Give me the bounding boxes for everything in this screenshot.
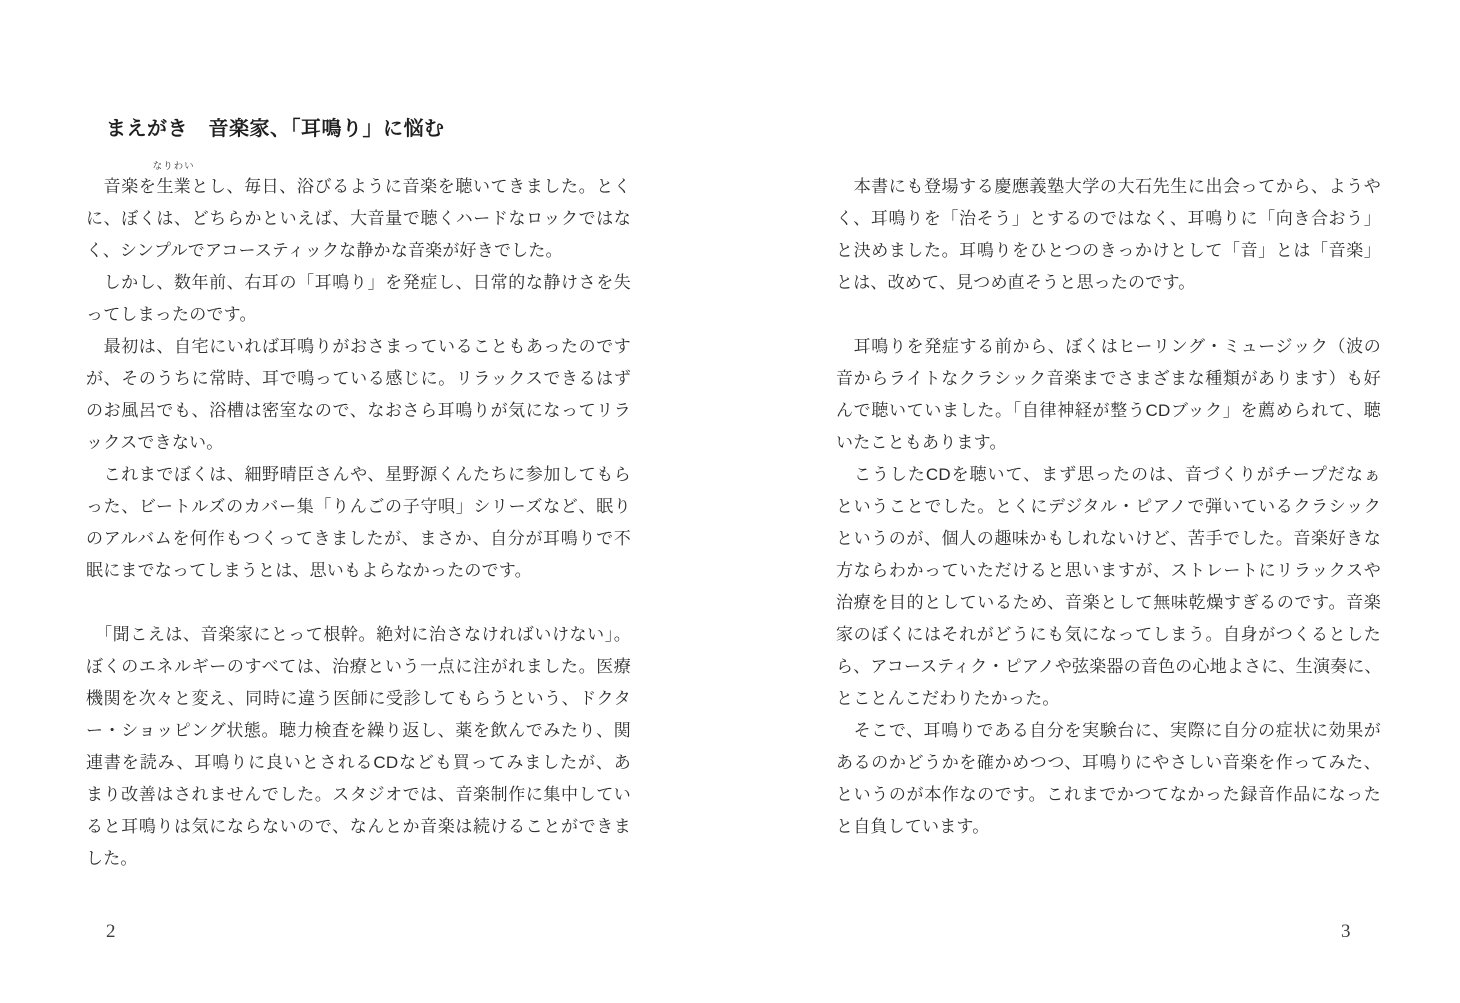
text-line: ら、アコースティク・ピアノや弦楽器の音色の心地よさに、生演奏に、 [836,657,1382,676]
text-line: が、そのうちに常時、耳で鳴っている感じに。リラックスできるはず [86,369,631,388]
text-line: に、ぼくは、どちらかといえば、大音量で聴くハードなロックではな [86,209,631,228]
text-line: 方ならわかっていただけると思いますが、ストレートにリラックスや [836,561,1381,580]
paragraph [86,161,631,267]
text-line: んで聴いていました。「自律神経が整うCDブック」を薦められて、聴 [836,401,1381,420]
paragraph [86,267,631,331]
paragraph [836,171,1381,299]
text-line: く、耳鳴りを「治そう」とするのではなく、耳鳴りに「向き合おう」 [836,209,1381,228]
text-line: 連書を読み、耳鳴りに良いとされるCDなども買ってみましたが、あ [86,753,631,772]
text-line: 音からライトなクラシック音楽までさまざまな種類があります）も好 [836,369,1381,388]
text-line: 耳鳴りを発症する前から、ぼくはヒーリング・ミュージック（波の [836,337,1381,356]
text-line: 家のぼくにはそれがどうにも気になってしまう。自身がつくるとした [836,625,1381,644]
text-line: した。 [86,849,138,868]
page-number-left: 2 [106,921,116,942]
text-line: 「聞こえは、音楽家にとって根幹。絶対に治さなければいけない」。 [86,625,631,644]
text-line: 治療を目的としているため、音楽として無味乾燥すぎるのです。音楽 [836,593,1381,612]
ruby-base-word: 生業 なりわい [152,161,195,196]
text-line: というのが本作なのです。これまでかつてなかった録音作品になった [836,785,1381,804]
text-line: ー・ショッピング状態。聴力検査を繰り返し、薬を飲んでみたり、関 [86,721,631,740]
text-line: 眠にまでなってしまうとは、思いもよらなかったのです。 [86,561,532,580]
left-page-body-text [86,161,631,875]
paragraph [836,459,1381,715]
text-line: ックスできない。 [86,433,224,452]
right-page-body-text [836,171,1381,843]
preface-heading: まえがき 音楽家、「耳鳴り」に悩む [106,118,445,141]
text-line: まり改善はされませんでした。スタジオでは、音楽制作に集中してい [86,785,631,804]
text-line: というのが、個人の趣味かもしれないけど、苦手でした。音楽好きな [836,529,1381,548]
text-line: と決めました。耳鳴りをひとつのきっかけとして「音」とは「音楽」 [836,241,1381,260]
text-line: ということでした。とくにデジタル・ピアノで弾いているクラシック [836,497,1381,516]
paragraph [836,331,1381,459]
text-line: ってしまったのです。 [86,305,257,324]
text-line: 本書にも登場する慶應義塾大学の大石先生に出会ってから、ようや [836,177,1381,196]
paragraph [836,715,1381,843]
text-line: と自負しています。 [836,817,990,836]
text-line: あるのかどうかを確かめつつ、耳鳴りにやさしい音楽を作ってみた、 [836,753,1381,772]
text-line: 機関を次々と変え、同時に違う医師に受診してもらうという、ドクタ [86,689,631,708]
paragraph [86,331,631,459]
text-line: 音楽を生業 なりわい とし、毎日、浴びるように音楽を聴いてきました。とく [86,171,631,203]
text-line: く、シンプルでアコースティックな静かな音楽が好きでした。 [86,241,563,260]
text-line: しかし、数年前、右耳の「耳鳴り」を発症し、日常的な静けさを失 [86,273,631,292]
text-line: った、ビートルズのカバー集「りんごの子守唄」シリーズなど、眠り [86,497,631,516]
text-line: これまでぼくは、細野晴臣さんや、星野源くんたちに参加してもら [86,465,631,484]
text-line: そこで、耳鳴りである自分を実験台に、実際に自分の症状に効果が [836,721,1381,740]
text-line: とは、改めて、見つめ直そうと思ったのです。 [836,273,1196,292]
text-line: のお風呂でも、浴槽は密室なので、なおさら耳鳴りが気になってリラ [86,401,631,420]
text-line: こうしたCDを聴いて、まず思ったのは、音づくりがチープだなぁ [836,465,1381,484]
paragraph [86,459,631,587]
paragraph [86,619,631,875]
text-line: 最初は、自宅にいれば耳鳴りがおさまっていることもあったのです [86,337,631,356]
text-line: ぼくのエネルギーのすべては、治療という一点に注がれました。医療 [86,657,631,676]
text-line: いたこともあります。 [836,433,1007,452]
text-line: のアルバムを何作もつくってきましたが、まさか、自分が耳鳴りで不 [86,529,631,548]
text-line: とことんこだわりたかった。 [836,689,1060,708]
page-number-right: 3 [1341,921,1351,942]
furigana-annotation: なりわい [152,161,195,172]
text-line: ると耳鳴りは気にならないので、なんとか音楽は続けることができま [86,817,631,836]
